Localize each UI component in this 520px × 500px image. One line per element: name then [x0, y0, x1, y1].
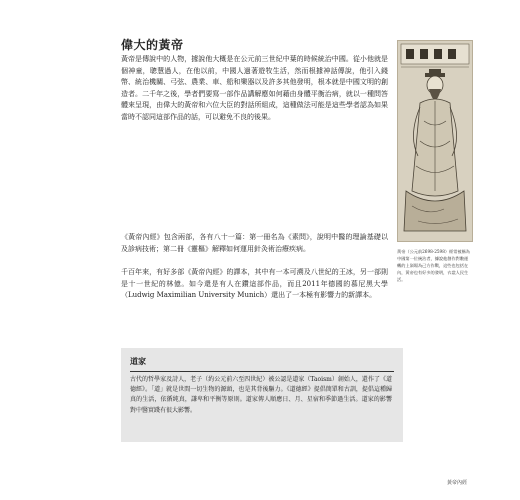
- body-paragraph-1: 黃帝是傳說中的人物，據說他大概是在公元前三世紀中葉的時候統治中國。從小他就是個神童，聰慧過人，在他以前，中國人過著遊牧生活，然而根據神話傳說，他引入錢幣、統治機關、弓弦、農業、車、船和樂器以及許多其他發明，根本就是中國文明的創造者。二千年之後，學者們要寫一部作品講解應如何藉由身體平衡治病，就以一種問答體來呈現，由偉大的黃帝和六位大臣的對話所組成，這種做法可能是這些學者認為如果當時不認同這部作品的話，可以避免不良的後果。: [121, 55, 388, 121]
- taoism-sidebar-box: [121, 348, 403, 442]
- body-paragraph-3: 千百年來，有好多部《黃帝內經》的譯本，其中有一本可溯及八世紀的王冰，另一部則是十一世紀的林億。如今還是有人在鑽這部作品，而且2011年德國的慕尼黑大學（Ludwig Maximilian University Munich）還出了一本極有影響力的新譯本。: [121, 268, 388, 300]
- yellow-emperor-illustration: [397, 40, 473, 242]
- figure-caption: 黃帝（公元前2698-2598）經常被稱為中國第一位統治者，據說他創作對數運轉的上嶺場為己方作戰，這些也包括在內，黃帝也有好多的發明，衣裳人民生活。: [397, 249, 470, 282]
- body-paragraph-2: 《黃帝內經》包含兩部，各有八十一篇：第一冊名為《素問》，說明中醫的理論基礎以及診病技術；第二冊《靈樞》解釋如何運用針灸術治療疾病。: [121, 233, 388, 253]
- page-footer: 黃帝內經: [447, 480, 468, 486]
- sidebar-box-title: 道家: [130, 356, 146, 366]
- sidebar-box-text: 古代的哲學家及詩人，老子（約公元前六至四世紀）被公認是道家（Taoism）創始人，還作了《道德經》。「道」就是世間一切生物的源頭，也是其背後驅力。《道德經》提倡簡單和古訓，提倡這種歸真的生活，依循純真，謙卑和平衡等原則。道家傳人順應日、月、星宿和季節過生活。道家的影響對中醫實踐有很大影響。: [130, 376, 392, 414]
- page-title: 偉大的黃帝: [121, 38, 184, 52]
- sidebar-box-divider: [130, 371, 394, 372]
- yellow-emperor-woodcut-image: [398, 41, 472, 241]
